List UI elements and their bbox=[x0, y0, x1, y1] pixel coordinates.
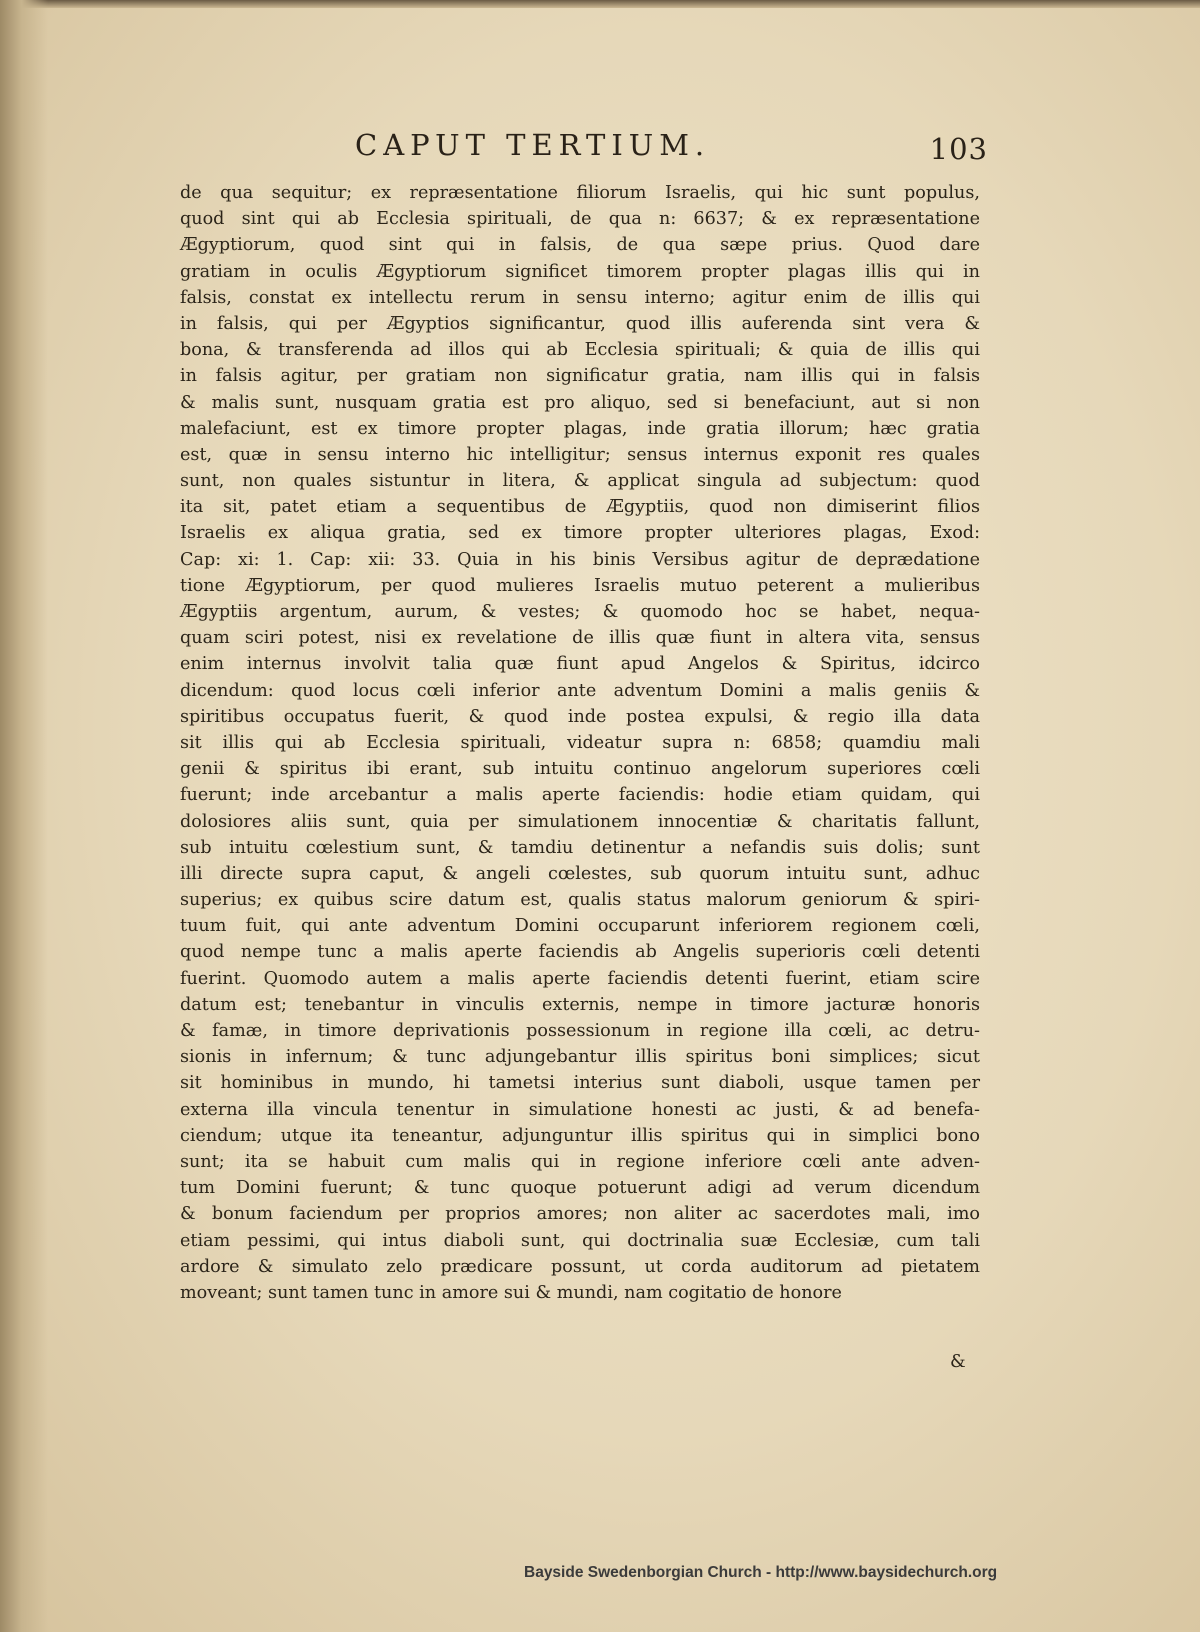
text-line: sunt, non quales sistuntur in litera, & applicat singula ad subjectum: quod bbox=[180, 471, 980, 492]
page-top-edge bbox=[0, 0, 1200, 8]
text-line: falsis, constat ex intellectu rerum in sensu interno; agitur enim de illis qui bbox=[180, 287, 980, 308]
text-line: malefaciunt, est ex timore propter plagas, inde gratia illorum; hæc gratia bbox=[180, 418, 980, 439]
page-number: 103 bbox=[929, 132, 988, 166]
text-line: quod sint qui ab Ecclesia spirituali, de qua n: 6637; & ex repræsentatione bbox=[180, 209, 980, 230]
text-line: spiritibus occupatus fuerit, & quod inde postea expulsi, & regio illa data bbox=[180, 706, 980, 727]
body-text bbox=[180, 180, 980, 1306]
running-title: CAPUT TERTIUM. bbox=[355, 128, 711, 162]
text-line: & bonum faciendum per proprios amores; non aliter ac sacerdotes mali, imo bbox=[180, 1204, 980, 1225]
text-line: gratiam in oculis Ægyptiorum significet timorem propter plagas illis qui in bbox=[180, 261, 980, 282]
text-line: bona, & transferenda ad illos qui ab Ecclesia spirituali; & quia de illis qui bbox=[180, 340, 980, 361]
text-line: sub intuitu cœlestium sunt, & tamdiu detinentur a nefandis suis dolis; sunt bbox=[180, 837, 980, 858]
text-line: sionis in infernum; & tunc adjungebantur illis spiritus boni simplices; sicut bbox=[180, 1047, 980, 1068]
text-line: sit illis qui ab Ecclesia spirituali, videatur supra n: 6858; quamdiu mali bbox=[180, 732, 980, 753]
text-line: sunt; ita se habuit cum malis qui in regione inferiore cœli ante adven- bbox=[180, 1151, 980, 1172]
text-line: Ægyptiis argentum, aurum, & vestes; & quomodo hoc se habet, nequa- bbox=[180, 602, 980, 622]
text-line: dicendum: quod locus cœli inferior ante adventum Domini a malis geniis & bbox=[180, 680, 980, 701]
text-line: tum Domini fuerunt; & tunc quoque potuerunt adigi ad verum dicendum bbox=[180, 1178, 980, 1199]
text-line: datum est; tenebantur in vinculis externis, nempe in timore jacturæ honoris bbox=[180, 994, 980, 1015]
text-line: sit hominibus in mundo, hi tametsi interius sunt diaboli, usque tamen per bbox=[180, 1073, 980, 1094]
text-line: ciendum; utque ita teneantur, adjunguntur illis spiritus qui in simplici bono bbox=[180, 1125, 980, 1146]
site-watermark: Bayside Swedenborgian Church - http://www.baysidechurch.org bbox=[524, 1564, 998, 1581]
text-line: moveant; sunt tamen tunc in amore sui & mundi, nam cogitatio de honore bbox=[180, 1282, 842, 1303]
text-line: tione Ægyptiorum, per quod mulieres Israelis mutuo peterent a mulieribus bbox=[180, 575, 980, 596]
text-line: etiam pessimi, qui intus diaboli sunt, qui doctrinalia suæ Ecclesiæ, cum tali bbox=[180, 1230, 980, 1251]
text-line: fuerunt; inde arcebantur a malis aperte faciendis: hodie etiam quidam, qui bbox=[180, 785, 980, 806]
text-line: fuerint. Quomodo autem a malis aperte faciendis detenti fuerint, etiam scire bbox=[180, 968, 980, 989]
text-line: & famæ, in timore deprivationis possessionum in regione illa cœli, ac detru- bbox=[180, 1021, 980, 1041]
text-line: quod nempe tunc a malis aperte faciendis ab Angelis superioris cœli detenti bbox=[180, 942, 980, 963]
text-line: externa illa vincula tenentur in simulatione honesti ac justi, & ad benefa- bbox=[180, 1099, 980, 1120]
text-line: quam sciri potest, nisi ex revelatione de illis quæ fiunt in altera vita, sensus bbox=[180, 628, 980, 649]
text-line: Cap: xi: 1. Cap: xii: 33. Quia in his binis Versibus agitur de deprædatione bbox=[180, 549, 980, 570]
text-line: in falsis agitur, per gratiam non significatur gratia, nam illis qui in falsis bbox=[180, 366, 980, 387]
text-line: dolosiores aliis sunt, quia per simulationem innocentiæ & charitatis fallunt, bbox=[180, 811, 980, 832]
catchword: & bbox=[950, 1352, 966, 1372]
text-line: illi directe supra caput, & angeli cœlestes, sub quorum intuitu sunt, adhuc bbox=[180, 863, 980, 884]
text-line: genii & spiritus ibi erant, sub intuitu continuo angelorum superiores cœli bbox=[180, 759, 980, 780]
text-line: enim internus involvit talia quæ fiunt apud Angelos & Spiritus, idcirco bbox=[180, 654, 980, 675]
text-line: Ægyptiorum, quod sint qui in falsis, de qua sæpe prius. Quod dare bbox=[180, 235, 980, 256]
text-line: tuum fuit, qui ante adventum Domini occuparunt inferiorem regionem cœli, bbox=[180, 916, 980, 937]
text-line: superius; ex quibus scire datum est, qualis status malorum geniorum & spiri- bbox=[180, 890, 980, 911]
binding-shadow bbox=[0, 0, 48, 1632]
text-line: & malis sunt, nusquam gratia est pro aliquo, sed si benefaciunt, aut si non bbox=[180, 392, 980, 413]
text-line: ita sit, patet etiam a sequentibus de Ægyptiis, quod non dimiserint filios bbox=[180, 497, 980, 518]
text-line: de qua sequitur; ex repræsentatione filiorum Israelis, qui hic sunt populus, bbox=[180, 183, 980, 203]
text-line: est, quæ in sensu interno hic intelligitur; sensus internus exponit res quales bbox=[180, 444, 980, 465]
text-line: ardore & simulato zelo prædicare possunt, ut corda auditorum ad pietatem bbox=[180, 1256, 980, 1277]
page-header bbox=[180, 128, 1000, 178]
text-line: in falsis, qui per Ægyptios significantur, quod illis auferenda sint vera & bbox=[180, 313, 980, 334]
text-line: Israelis ex aliqua gratia, sed ex timore propter ulteriores plagas, Exod: bbox=[180, 523, 980, 544]
